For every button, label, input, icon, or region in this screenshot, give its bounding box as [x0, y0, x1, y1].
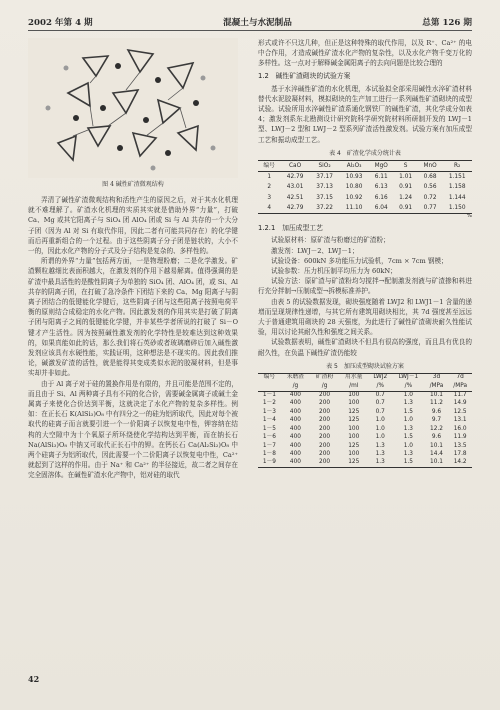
- table-cell: 1－5: [262, 425, 276, 432]
- table-cell: 37.17: [316, 174, 333, 181]
- paragraph: 由于 Al 离子对于硅的置换作用是有限的，并且可能是范围不定的，而且由于 Si、Al 两种离子具有不同的化合价，需要碱金属离子或碱土金属离子来使化合价达到平衡，这就决定了水化产物的复杂多样性。例如：在正长石 K(AlSi₃)O₈ 中有四分之一的硅为铝所取代，因此对每个被取代的硅离子而言就要引进一个一价阳离子以恢复电中性，钾容纳在结构的大空隙中为十个氧原子所环绕使化学结构达到平衡，而在钠长石 Na(AlSi₃)O₈ 中钠又可取代正长石中的钾。在钙长石 Ca(Al₂Si₂)O₈ 中两个硅离子为铝所取代，因此需要一个二价阳离子以恢复电中性，Ca²⁺ 就起到了这样的作用。由于 Na⁺ 和 Ca²⁺ 的半径接近，故二者之间存在完全固溶体。在碱性矿渣水化产物中，铝对硅的取代: [28, 379, 238, 480]
- table-header: MgO: [369, 160, 394, 171]
- table-cell: 1.3: [375, 442, 385, 449]
- table-cell: 12.5: [453, 408, 467, 415]
- table-header: MnO: [418, 160, 443, 171]
- table-cell: 125: [348, 408, 360, 415]
- table-row: [258, 391, 472, 400]
- table-cell: 10.1: [425, 459, 449, 468]
- table-cell: 16.0: [453, 425, 467, 432]
- table-header: S: [394, 160, 418, 171]
- table-cell: 1: [267, 174, 272, 181]
- paragraph: 试验数据表明，碱性矿渣砌块不但具有很高的强度，而且具有优良的耐久性，在负温下碱性矿渣仍能较: [258, 338, 472, 357]
- table-header-unit: /MPa: [448, 382, 472, 391]
- table-cell: 4: [258, 203, 280, 214]
- slag-structure-figure: [28, 38, 238, 178]
- table-cell: 3: [267, 194, 272, 201]
- table-cell: 14.9: [453, 400, 467, 407]
- table-cell: 10.93: [345, 174, 363, 181]
- table-cell: 400: [289, 450, 301, 457]
- table-header: LWJ－1: [392, 373, 425, 382]
- table-cell: 100: [348, 425, 360, 432]
- table-cell: 0.91: [399, 184, 413, 191]
- section-heading: 1.2 碱性矿渣砌块的试验方案: [258, 71, 351, 80]
- table-cell: 200: [319, 392, 331, 399]
- table-cell: 13.5: [453, 442, 467, 449]
- table-cell: 11.7: [453, 392, 467, 399]
- table-cell: 1.0: [403, 392, 413, 399]
- table-cell: 37.15: [316, 194, 333, 201]
- running-header: [28, 14, 472, 28]
- table-cell: 0.68: [423, 174, 437, 181]
- table-header-unit: /g: [310, 382, 339, 391]
- table-cell: 9.7: [431, 417, 442, 424]
- table-cell: 10.1: [430, 442, 443, 449]
- table-header: 未磨渣: [281, 373, 310, 382]
- table-cell: 400: [289, 417, 301, 424]
- table-cell: 14.2: [448, 459, 472, 468]
- table-cell: 200: [319, 434, 331, 441]
- table-header: 编号: [258, 160, 280, 171]
- table-cell: 1－9: [258, 459, 281, 468]
- paragraph: 形式或许不只这几种，但正是这种特殊的取代作用，以及 R⁺、Ca²⁺ 的电中合作用，才造成碱性矿渣水化产物的复杂性，以及水化产物千变万化的多样性。这一点对于解释碱金属阳离子的去向问题是比较合理的: [258, 39, 472, 68]
- table-cell: 400: [289, 392, 301, 399]
- table-cell: 1.3: [403, 425, 413, 432]
- table-cell: 1－7: [262, 442, 276, 449]
- table-cell: 14.4: [430, 450, 443, 457]
- table-cell: 125: [348, 417, 360, 424]
- table-row: [258, 434, 472, 442]
- table-cell: 0.7: [375, 400, 385, 407]
- table5-pressure-forming-plan: [258, 373, 472, 468]
- table-cell: 42.79: [286, 174, 304, 181]
- table-cell: 1－4: [262, 417, 276, 424]
- table-cell: 400: [289, 434, 301, 441]
- table5-title: 表 5 加压成型砌块试验方案: [326, 362, 404, 370]
- table-cell: 1.158: [448, 184, 466, 191]
- table-row: [258, 408, 472, 416]
- table-cell: 0.56: [423, 184, 437, 191]
- table-row: [258, 417, 472, 425]
- table-cell: 400: [289, 400, 301, 407]
- table-cell: 400: [289, 442, 301, 449]
- table-header: R₂: [442, 160, 472, 171]
- table-cell: 400: [289, 425, 301, 432]
- table-cell: 1.150: [442, 203, 472, 214]
- table-cell: 0.7: [375, 408, 385, 415]
- table-header: 用水量: [339, 373, 368, 382]
- table-row: [258, 442, 472, 450]
- slag-structure-diagram: [28, 38, 238, 178]
- table-cell: 10.1: [430, 392, 443, 399]
- table-row: [258, 400, 472, 408]
- paragraph: 弄清了碱性矿渣微观结构和活性产生的原因之后，对于其水化机理就不难理解了。矿渣水化机理的实质其实就是借助外界“力量”，打破 Ca、Mg 或其它阳离子与 SiO₄ 团 AlO₄ 团或 Si 与 Al 共存的一个大分子团（因为 Al 对 Si 有取代作用，因此二者有可能共同存在）的化学键而后再重新组合的一个过程。由于这些阴离子分子团是链状的，大小不一的，因此水化产物的分子式及分子结构是复杂的、多样性的。: [28, 196, 238, 256]
- table-header: 7d: [448, 373, 472, 382]
- table-header-unit: /g: [281, 382, 310, 391]
- table-cell: 1.0: [375, 425, 385, 432]
- subsection-heading: 1.2.1 加压成型工艺: [258, 224, 323, 233]
- table-cell: 1－6: [262, 434, 276, 441]
- table-cell: 1.0: [403, 417, 413, 424]
- table-cell: 0.77: [418, 203, 443, 214]
- paragraph: 试验原材料：原矿渣与粉磨过的矿渣粉；: [271, 236, 390, 245]
- table-cell: 10.92: [345, 194, 363, 201]
- table-cell: 12.2: [430, 425, 443, 432]
- table4-unit: %: [466, 213, 472, 220]
- table-header: 3d: [425, 373, 449, 382]
- table-cell: 1－1: [262, 392, 276, 399]
- paragraph: 所谓的外界“力量”包括两方面，一是物理粉磨；二是化学激发。矿渣颗粒越细比表面积越大，在激发剂的作用下越易解离。值得强调的是矿渣中最具活性的是酸性阴离子为单独的 SiO₄ 团、AlO₄ 团，或 Si、Al 共存的阴离子团，在打破了急冷条件下团结下来的 Ca、Mg 阳离子与阴离子团结合的低键能化学键后，这些阴离子团与这些阳离子按照电荷平衡的原则结合成稳定的水化产物。因此激发剂的作用其实是打破了阴离子团与阳离子之间的低键能化学键，并非某些学者所说的打破了 Si－O 键才产生活性。因为按照碱性激发剂的化学特性是较难达到这种效果的，如果真能如此的话，那么我们将石英砂或者玻璃磨碎后加入碱性激发剂应该具有水硬性能，实践证明，这种想法是不现实的。因此我们推论，碱激发矿渣的活性，就是能得其变成类似水泥的胶凝材料，但是事实却并非如此。: [28, 257, 238, 378]
- table-cell: 1.0: [403, 442, 413, 449]
- table-header-unit: /ml: [339, 382, 368, 391]
- table-cell: 0.7: [375, 392, 385, 399]
- table-cell: 1－3: [262, 408, 276, 415]
- table-cell: 200: [319, 450, 331, 457]
- table-cell: 10.80: [345, 184, 363, 191]
- table-cell: 1.3: [403, 400, 413, 407]
- table-cell: 9.6: [431, 434, 442, 441]
- table-cell: 200: [310, 459, 339, 468]
- table-cell: 17.8: [453, 450, 467, 457]
- table-cell: 43.01: [286, 184, 304, 191]
- left-column: [28, 38, 238, 481]
- table-header: 编号: [258, 373, 281, 382]
- table4-title: 表 4 矿渣化学成分统计表: [329, 149, 401, 157]
- table-header: LWJ2: [368, 373, 392, 382]
- table-cell: 1.3: [368, 459, 392, 468]
- table-cell: 6.04: [369, 203, 394, 214]
- table-cell: 100: [348, 434, 360, 441]
- table-cell: 1.3: [375, 450, 385, 457]
- paragraph: 基于水淬碱性矿渣的水化机理，本试验拟全部采用碱性水淬矿渣材料替代水泥胶凝材料，模拟砌块的生产加工进行一系列碱性矿渣砌块的成型试验。试验所用水淬碱性矿渣系通化钢铁厂的碱性矿渣，其化学成分如表 4；激发剂系东北勘测设计研究院科学研究院材料所研制开发的 LWJ－1 型、LWJ－2 型和 LWJ－2 型系列矿渣活性激发剂。试验方案有加压成型工艺和振动成型工艺。: [258, 84, 472, 144]
- table-row: [258, 459, 472, 468]
- table-row: [258, 203, 472, 214]
- table-cell: 1.01: [399, 174, 413, 181]
- table-row: [258, 450, 472, 458]
- page-number: 42: [28, 674, 40, 684]
- paragraph: 激发剂：LWJ－2、LWJ－1；: [271, 246, 359, 255]
- paragraph: 试验设备：600kN 多功能压力试验机，7cm × 7cm 钢模；: [271, 256, 448, 265]
- table-header-unit: [258, 382, 281, 391]
- table-cell: 1.151: [448, 174, 466, 181]
- total-issue-label: 总第 126 期: [422, 18, 472, 28]
- table-cell: 1－2: [262, 400, 276, 407]
- table-cell: 9.6: [431, 408, 442, 415]
- table-header-unit: /MPa: [425, 382, 449, 391]
- table-cell: 1.0: [375, 417, 385, 424]
- table-cell: 6.16: [374, 194, 388, 201]
- table-cell: 1.5: [403, 434, 413, 441]
- table-header: 矿渣粉: [310, 373, 339, 382]
- table-header-unit: /%: [392, 382, 425, 391]
- table-cell: 200: [319, 425, 331, 432]
- table-cell: 125: [339, 459, 368, 468]
- paragraph: 由表 5 的试验数据发现，砌块强度随着 LWJ2 和 LWJ1－1 含量的递增而呈现规律性递增，与其它所有建筑用砌块相比，其 7d 强度甚至远远大于普通建筑用砌块的 28 天强度，为此进行了碱性矿渣砌块耐久性能试验，用以讨论其耐久性和强度之间关系。: [258, 297, 472, 337]
- table-cell: 1.3: [403, 450, 413, 457]
- table-cell: 1－8: [262, 450, 276, 457]
- table-cell: 1.5: [392, 459, 425, 468]
- table-cell: 1.5: [403, 408, 413, 415]
- table-row: [258, 182, 472, 192]
- table-cell: 125: [348, 442, 360, 449]
- table-cell: 6.13: [374, 184, 388, 191]
- table-header: Al₂O₃: [339, 160, 369, 171]
- table-cell: 2: [267, 184, 272, 191]
- table-cell: 11.2: [430, 400, 443, 407]
- header-rule: [28, 30, 472, 31]
- table-cell: 0.72: [423, 194, 437, 201]
- table-cell: 400: [289, 408, 301, 415]
- journal-name: 混凝土与水泥制品: [223, 18, 292, 28]
- paragraph: 试验参数：压力机压制平均压力为 60kN；: [271, 266, 397, 275]
- table-cell: 100: [348, 392, 360, 399]
- table-header-unit: /%: [368, 382, 392, 391]
- table-cell: 0.91: [394, 203, 418, 214]
- table-cell: 11.9: [453, 434, 467, 441]
- table-cell: 37.13: [316, 184, 333, 191]
- figure-caption: 图 4 碱性矿渣微观结构: [102, 181, 164, 188]
- issue-label: 2002 年第 4 期: [28, 18, 93, 28]
- table-cell: 200: [319, 400, 331, 407]
- table-cell: 13.1: [453, 417, 467, 424]
- right-column: [258, 38, 472, 468]
- table-cell: 42.79: [280, 203, 310, 214]
- table-cell: 1.144: [448, 194, 466, 201]
- table-cell: 200: [319, 417, 331, 424]
- table-cell: 200: [319, 442, 331, 449]
- table-row: [258, 172, 472, 183]
- table-cell: 200: [319, 408, 331, 415]
- paragraph: 试验方法：原矿渣与矿渣粉均匀搅拌→配制激发剂液与矿渣掺和料进行充分拌制→压制成型→拆模标准养护。: [258, 277, 472, 296]
- table-cell: 1.24: [399, 194, 413, 201]
- table-cell: 6.11: [374, 174, 388, 181]
- table-cell: 1.0: [375, 434, 385, 441]
- table-cell: 37.22: [310, 203, 340, 214]
- table-header: SiO₂: [310, 160, 340, 171]
- table-cell: 11.10: [339, 203, 369, 214]
- table-cell: 100: [348, 450, 360, 457]
- table-row: [258, 425, 472, 433]
- table-cell: 400: [281, 459, 310, 468]
- table4-slag-composition: [258, 160, 472, 214]
- table-header: CaO: [280, 160, 310, 171]
- table-row: [258, 193, 472, 203]
- table-cell: 42.51: [286, 194, 304, 201]
- table-cell: 100: [348, 400, 360, 407]
